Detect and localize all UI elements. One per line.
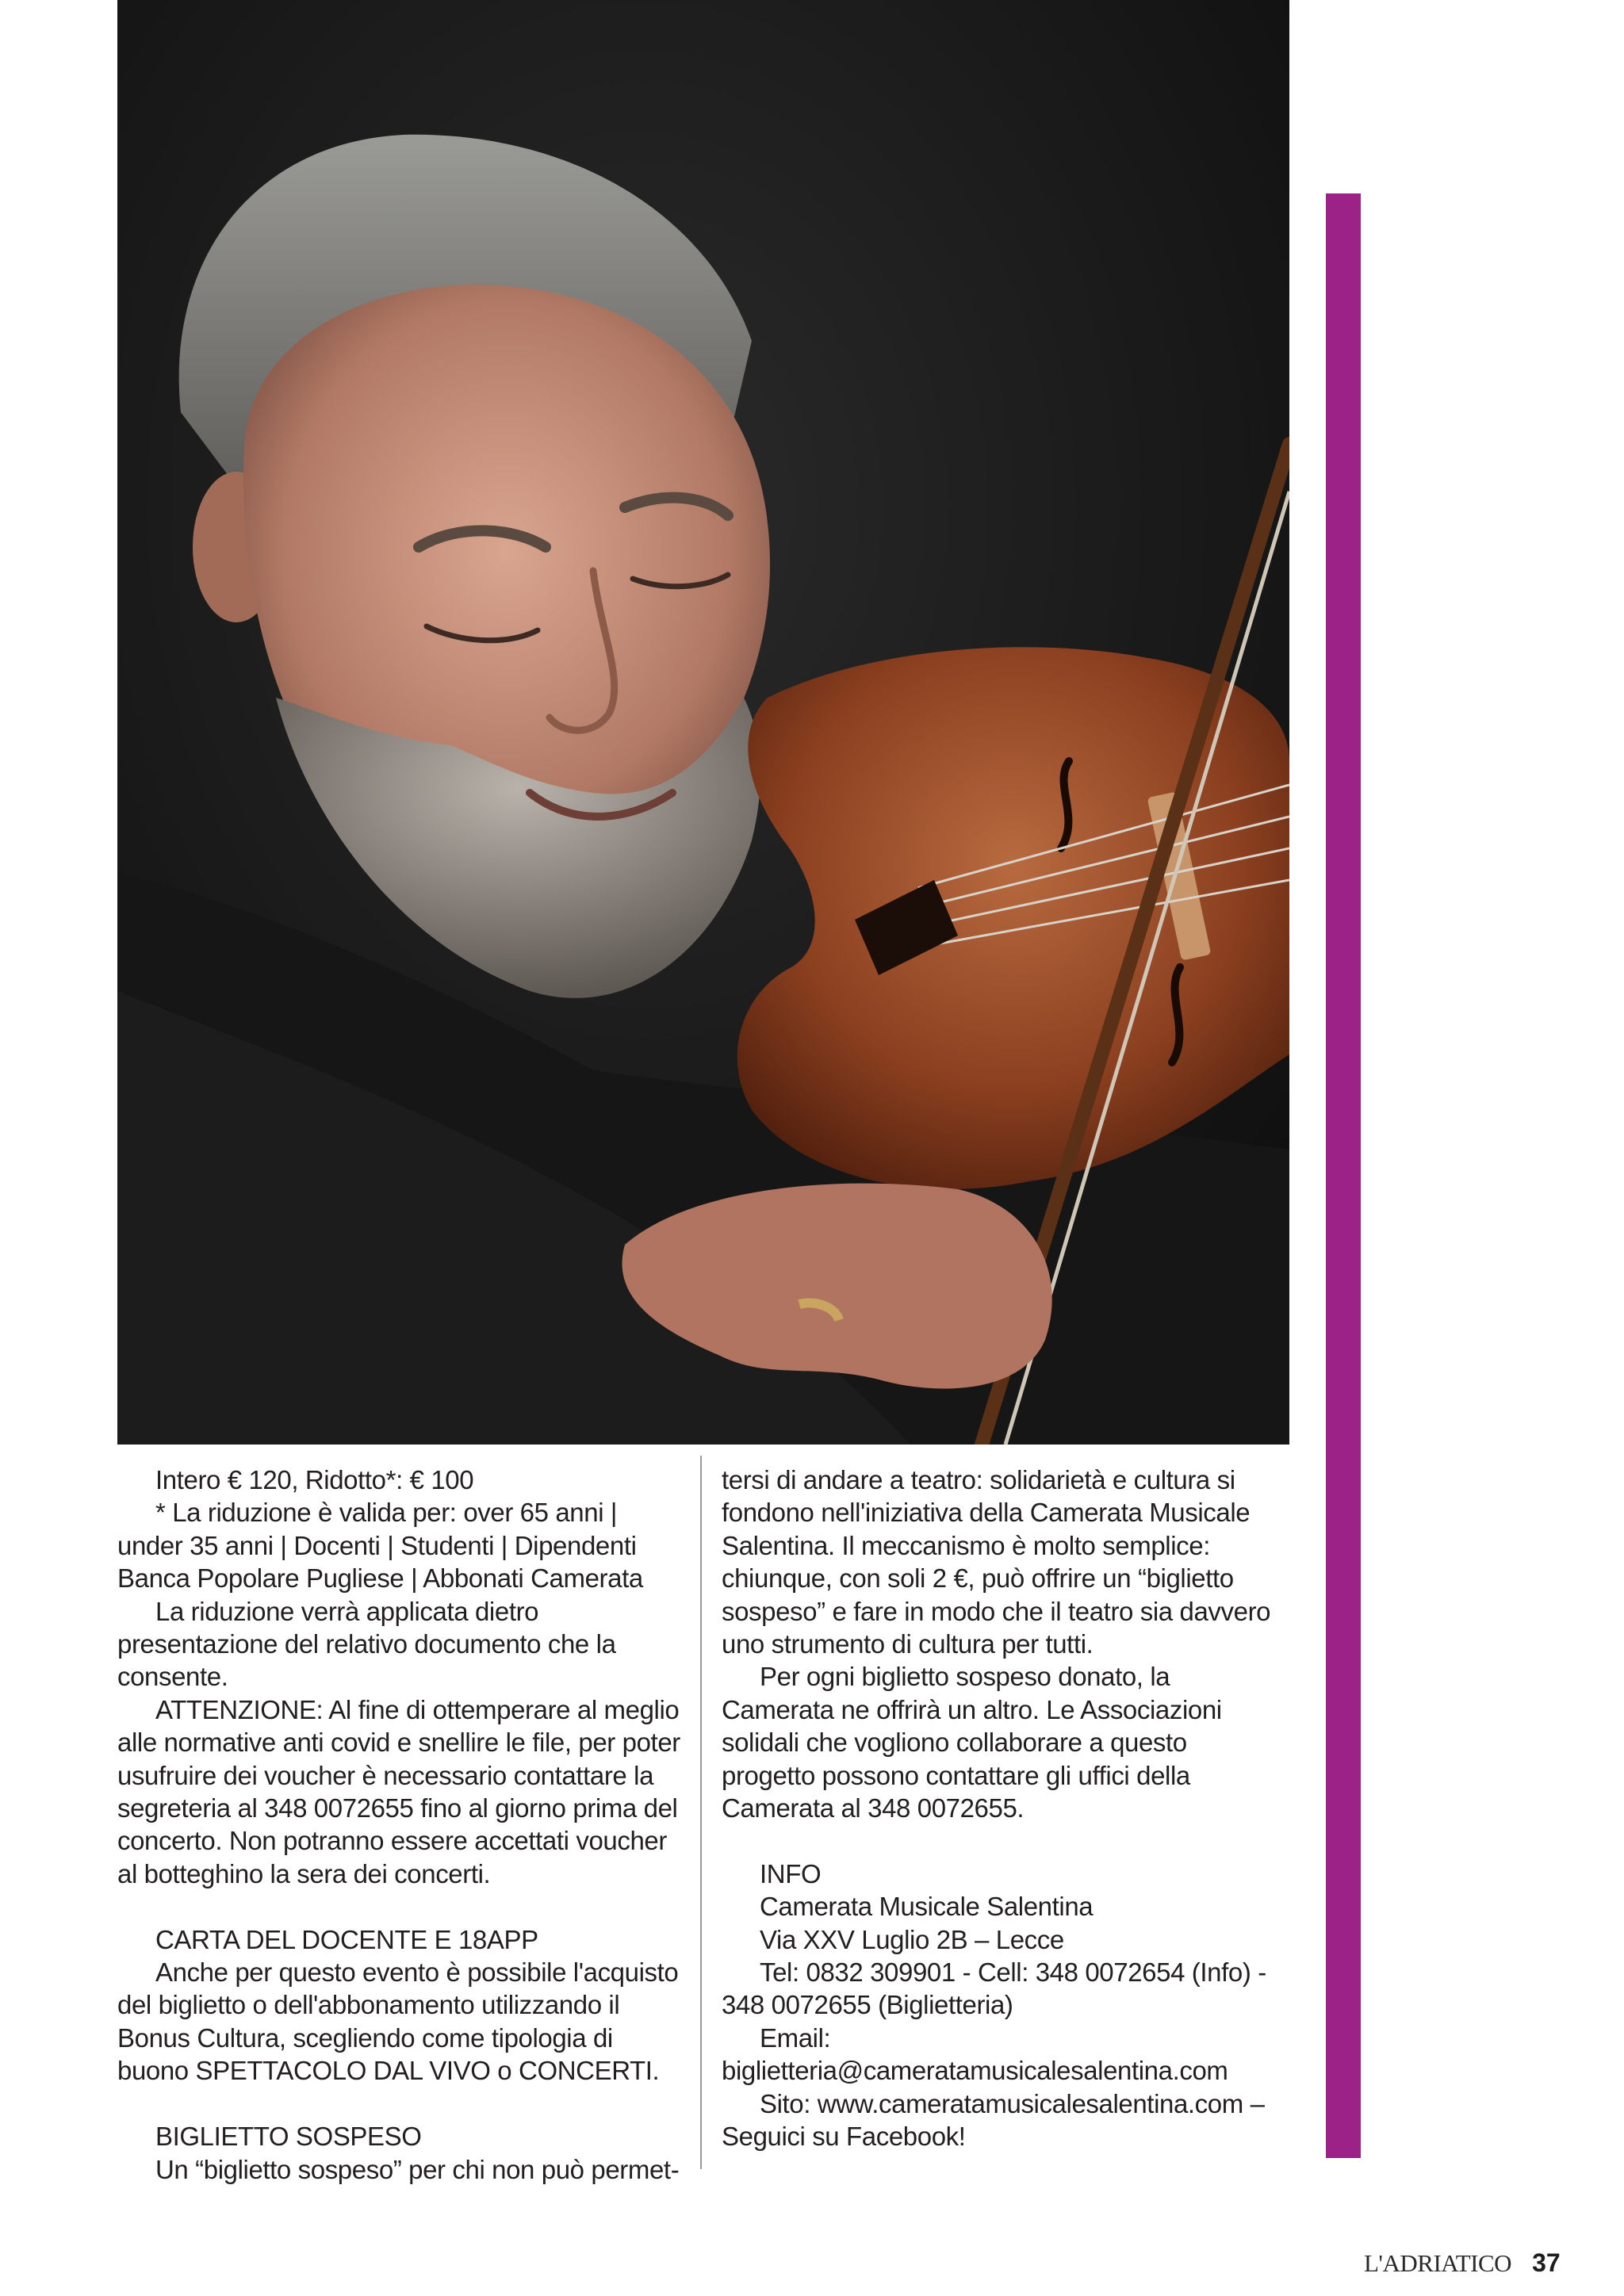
article-column-left — [117, 1464, 682, 2186]
attention-notice: ATTENZIONE: Al fine di ottemperare al meglio alle normative anti covid e snellire le file, per poter usufruire dei voucher è necessario contattare la segreteria al 348 0072655 fino al giorno prima del concerto. Non potranno essere accettati voucher al botteghino la sera dei concerti. — [117, 1694, 680, 1888]
info-heading: INFO — [760, 1858, 822, 1888]
sospeso-heading: BIGLIETTO SOSPESO — [155, 2122, 422, 2152]
org-email[interactable]: Email: biglietteria@cameratamusicalesalentina.com — [722, 2022, 1228, 2086]
org-phones: Tel: 0832 309901 - Cell: 348 0072654 (Info) - 348 0072655 (Biglietteria) — [722, 1957, 1266, 2020]
org-website[interactable]: Sito: www.cameratamusicalesalentina.com – Seguici su Facebook! — [722, 2088, 1265, 2152]
sospeso-start: Un “biglietto sospeso” per chi non può permet- — [155, 2154, 680, 2184]
article-column-right — [722, 1464, 1277, 2153]
paragraph-gap — [722, 1824, 1277, 1857]
violinist-illustration — [117, 0, 1289, 1445]
magazine-logo: L'ADRIATICO — [1364, 2249, 1512, 2277]
reduction-applied: La riduzione verrà applicata dietro presentazione del relativo documento che la consente. — [117, 1596, 616, 1692]
carta-heading: CARTA DEL DOCENTE E 18APP — [155, 1924, 538, 1954]
page-footer — [1364, 2248, 1561, 2280]
accent-bar — [1326, 193, 1361, 2158]
violinist-photo — [117, 0, 1289, 1445]
paragraph-gap — [117, 1890, 682, 1923]
org-address: Via XXV Luglio 2B – Lecce — [760, 1924, 1064, 1954]
ticket-prices: Intero € 120, Ridotto*: € 100 — [155, 1465, 474, 1494]
column-divider — [700, 1456, 702, 2169]
sospeso-continuation: tersi di andare a teatro: solidarietà e cultura si fondono nell'iniziativa della Camerata Musicale Salentina. Il meccanismo è molto semplice: chiunque, con soli 2 €, può offrire un “biglietto sospeso” e fare in modo che il teatro sia davvero uno strumento di cultura per tutti. — [722, 1465, 1271, 1659]
page-number: 37 — [1532, 2248, 1561, 2277]
carta-body: Anche per questo evento è possibile l'acquisto del biglietto o dell'abbonamento utilizzando il Bonus Cultura, scegliendo come tipologia di buono SPETTACOLO DAL VIVO o CONCERTI. — [117, 1957, 679, 2086]
org-name: Camerata Musicale Salentina — [760, 1892, 1094, 1922]
reduction-note: * La riduzione è valida per: over 65 anni | under 35 anni | Docenti | Studenti | Dipendenti Banca Popolare Pugliese | Abbonati Camerata — [117, 1498, 643, 1594]
sospeso-donated: Per ogni biglietto sospeso donato, la Camerata ne offrirà un altro. Le Associazioni solidali che vogliono collaborare a questo progetto possono contattare gli uffici della Camerata al 348 0072655. — [722, 1662, 1222, 1823]
paragraph-gap — [117, 2087, 682, 2120]
